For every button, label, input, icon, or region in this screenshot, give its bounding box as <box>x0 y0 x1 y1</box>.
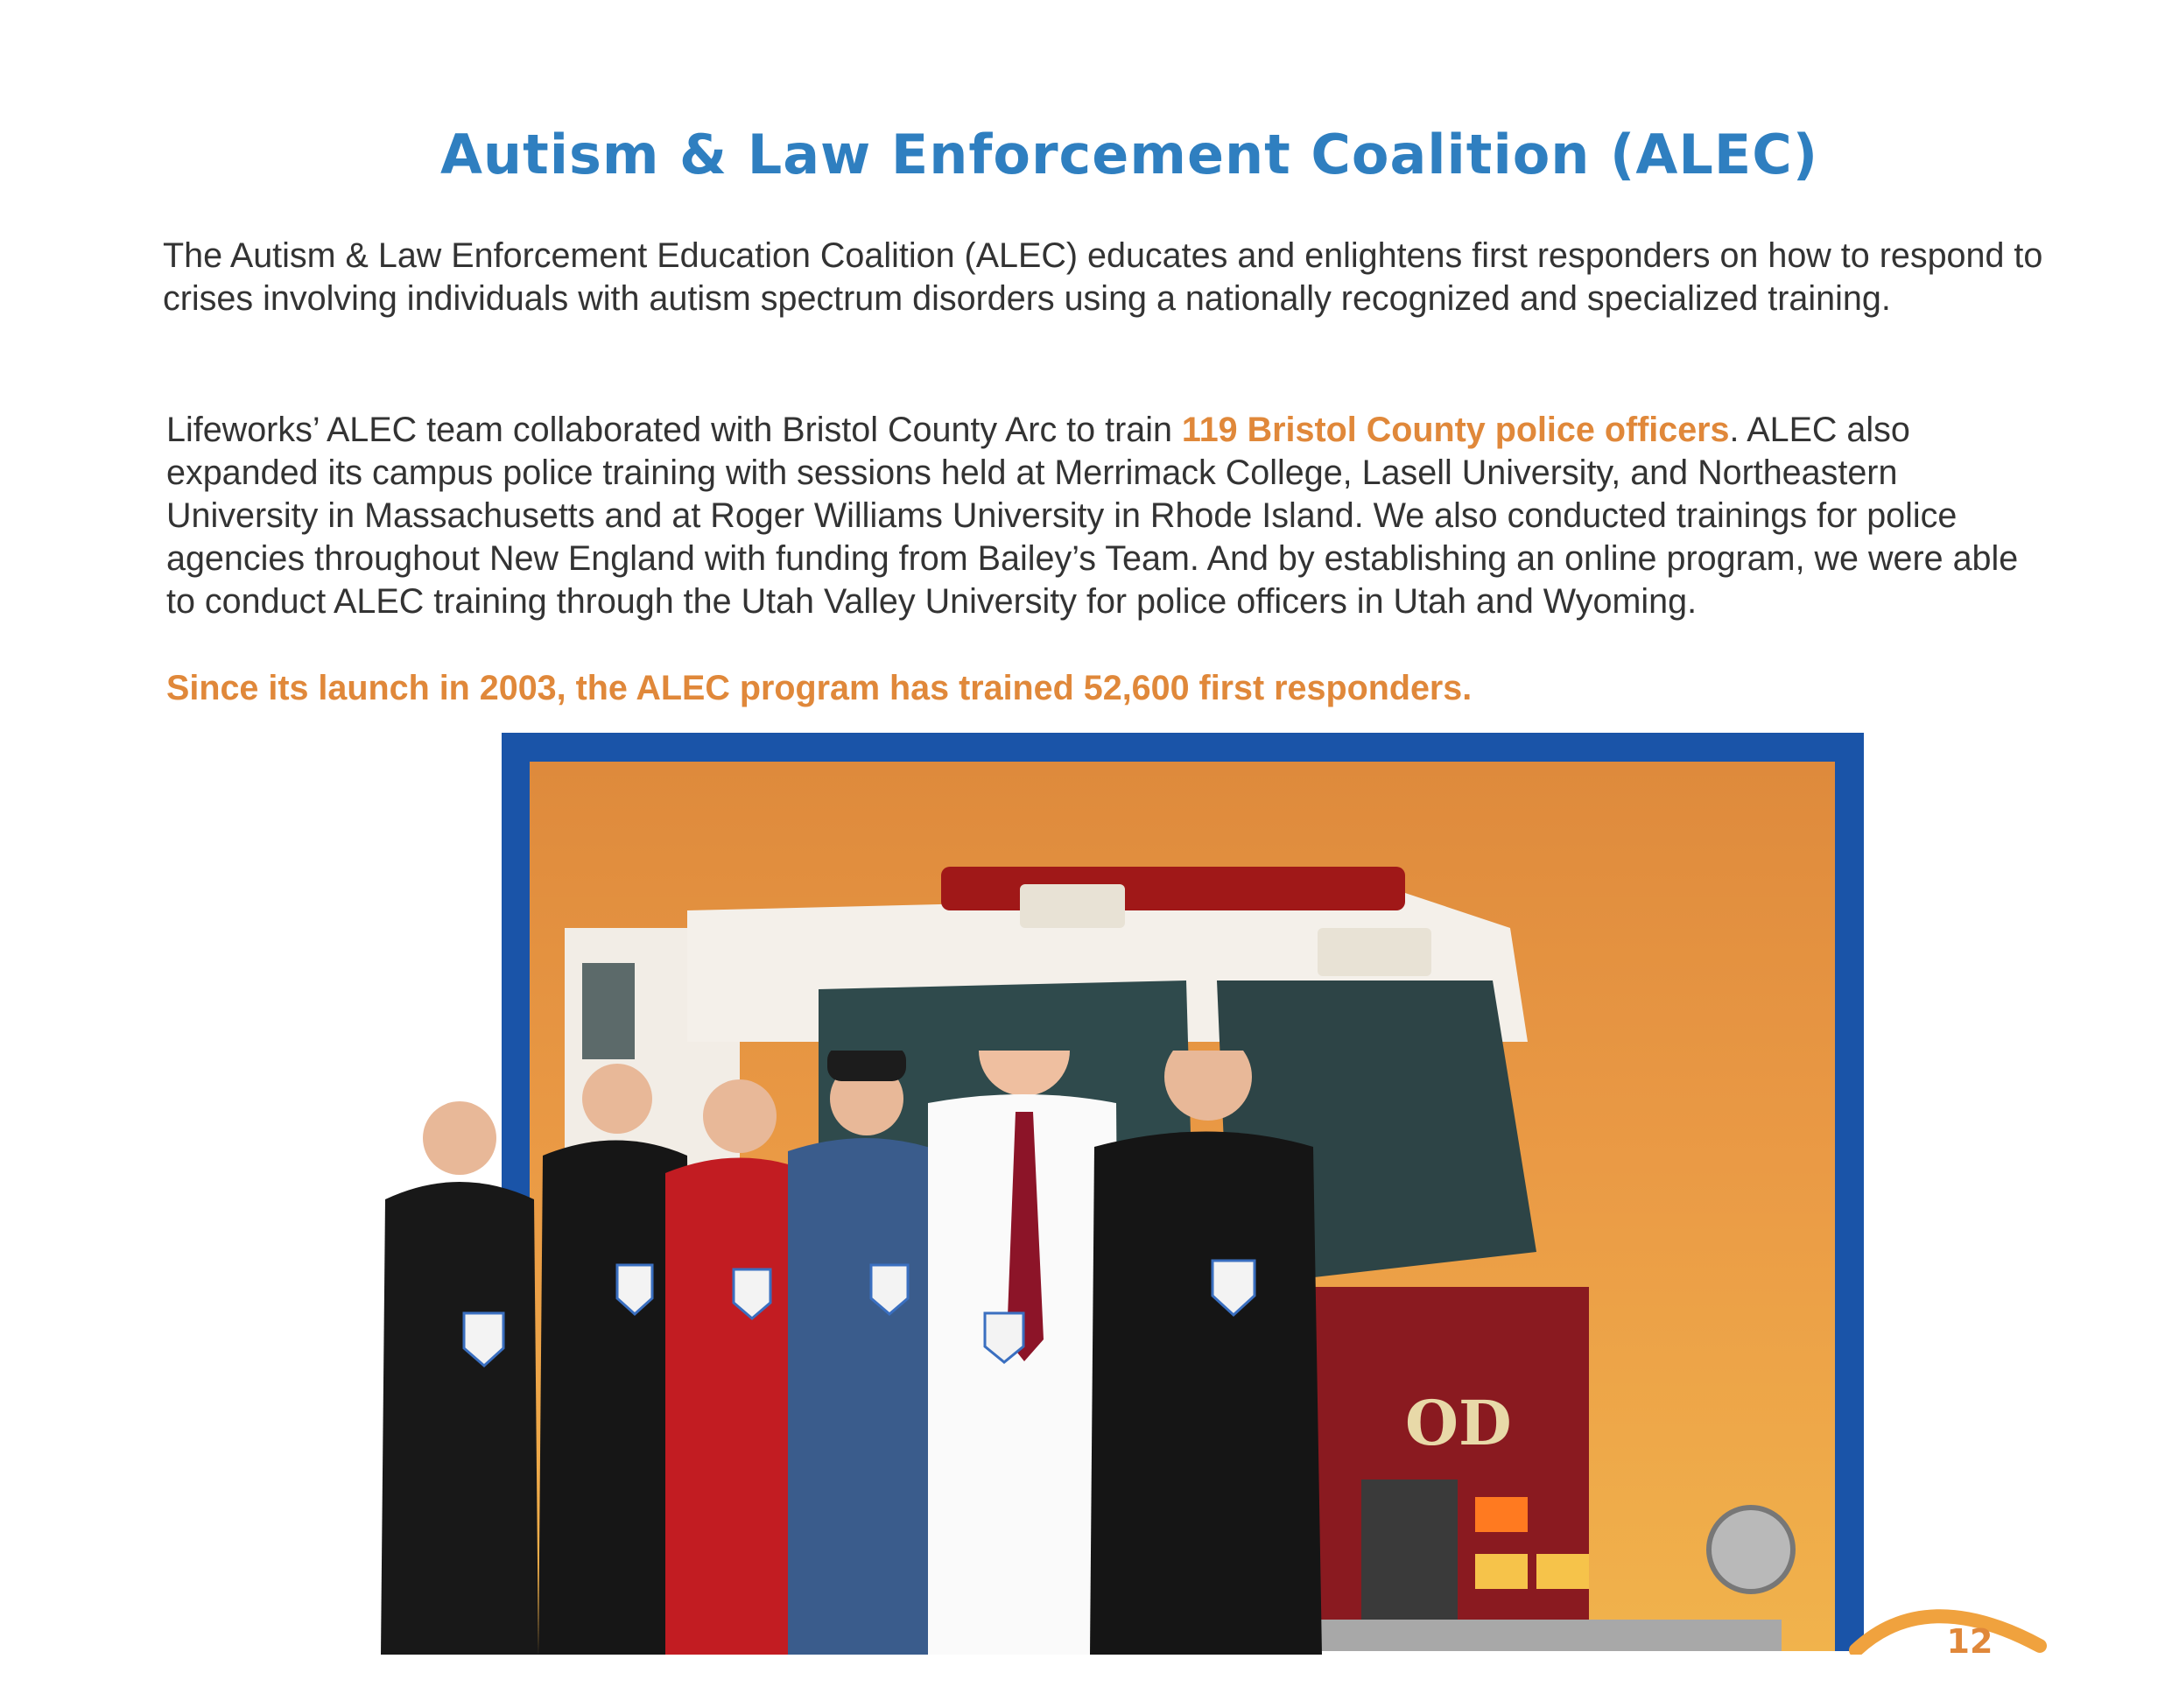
person-4 <box>788 1051 945 1655</box>
page-title: Autism & Law Enforcement Coalition (ALEC) <box>439 123 1819 186</box>
body-text-start: Lifeworks’ ALEC team collaborated with Bristol County Arc to train <box>166 411 1182 449</box>
headlight-lower-right <box>1536 1554 1589 1589</box>
intro-paragraph: The Autism & Law Enforcement Education Coalition (ALEC) educates and enlightens first responders on how to respond to crises involving individuals with autism spectrum disorders using a nationally recognized and specialized training. <box>163 236 2043 318</box>
body-paragraph <box>166 409 2049 623</box>
person-1 <box>381 1101 538 1655</box>
page-number: 12 <box>1946 1622 1993 1661</box>
truck-lettering: OD <box>1405 1387 1512 1459</box>
highlight-officers: 119 Bristol County police officers <box>1181 411 1730 449</box>
truck-side-window <box>582 963 635 1059</box>
light-bar-lamp-left <box>1020 884 1125 928</box>
group-photo-people <box>333 1051 1471 1655</box>
siren <box>1709 1508 1793 1592</box>
light-bar-lamp-right <box>1318 928 1431 976</box>
callout-statement: Since its launch in 2003, the ALEC program has trained 52,600 first responders. <box>166 669 1473 707</box>
headlight-lower <box>1475 1554 1528 1589</box>
headlight-left <box>1475 1497 1528 1532</box>
person-6 <box>1090 1051 1322 1655</box>
body-text-end: . ALEC also expanded its campus police training with sessions held at Merrimack College, Lasell University, and Northeastern University in Massachusetts and at Roger Williams University in Rhode Island. We also conducted trainings for police agencies throughout New England with funding from Bailey’s Team. And by establishing an online program, we were able to conduct ALEC training through the Utah Valley University for police officers in Utah and Wyoming. <box>166 411 2019 621</box>
light-bar <box>941 867 1405 910</box>
